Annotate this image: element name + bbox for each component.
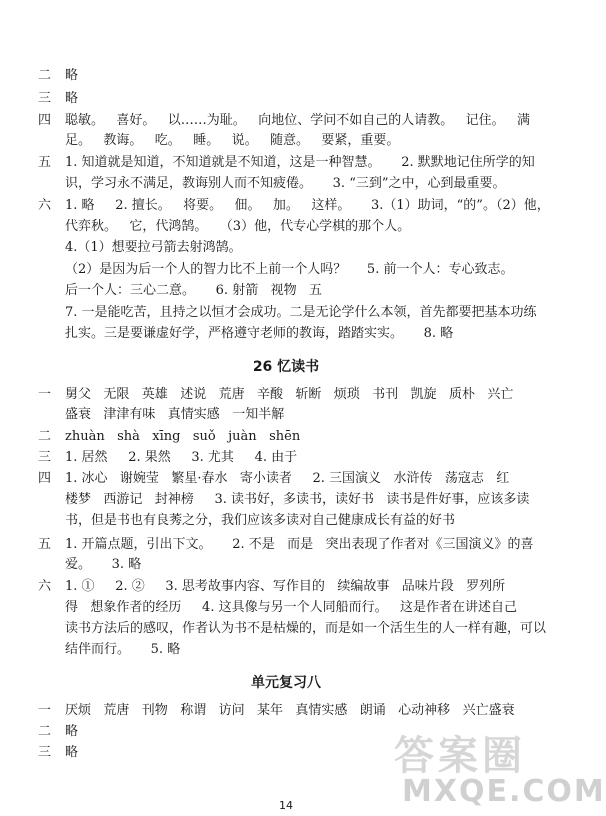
answer-text: 1. 冰心 谢婉莹 繁星·春水 寄小读者 2. 三国演义 水浒传 荡寇志 红 [65,471,510,486]
answer-text: 足。 教诲。 吃。 睡。 说。 随意。 要紧，重要。 [65,133,400,148]
watermark-logo: 答案圈 [394,733,526,779]
item-number: 四 [38,471,52,486]
page-number: 14 [279,799,293,812]
item-number: 一 [38,703,52,718]
answer-text: 聪敏。 喜好。 以……为耻。 向地位、学问不如自己的人请教。 记住。 满 [65,113,530,128]
answer-text: 厌烦 荒唐 刊物 称谓 访问 某年 真情实感 朗诵 心动神移 兴亡盛衰 [65,703,515,718]
item-number: 二 [38,68,52,83]
answer-text: 1. 居然 2. 果然 3. 尤其 4. 由于 [65,450,298,465]
answer-text: 7. 一是能吃苦，且持之以恒才会成功。二是无论学什么本领，首先都要把基本功练 [65,305,537,320]
answer-text: 扎实。三是要谦虚好学，严格遵守老师的教诲，踏踏实实。 8. 略 [65,326,454,341]
answer-text: 得 想象作者的经历 4. 这具像与另一个人同船而行。 这是作者在讲述自己 [65,600,517,615]
item-number: 五 [38,537,52,552]
answer-text: 盛衰 津津有味 真情实感 一知半解 [65,407,285,422]
answer-text: 读书方法后的感叹，作者认为书不是枯燥的，而是如一个活生生的人一样有趣，可以 [65,621,547,636]
answer-text: 1. 开篇点题，引出下文。 2. 不是 而是 突出表现了作者对《三国演义》的喜 [65,537,534,552]
answer-text: 略 [65,91,79,106]
item-number: 三 [38,450,52,465]
answer-text: 略 [65,724,79,739]
answer-text: 楼梦 西游记 封神榜 3. 读书好，多读书，读好书 读书是件好事，应该多读 [65,492,530,507]
answer-text: 识，学习永不满足，教诲别人而不知疲倦。 3. “三到”之中，心到最重要。 [65,176,506,191]
section-heading: 单元复习八 [251,675,321,691]
answer-text: 书，但是书也有良莠之分，我们应该多读对自己健康成长有益的好书 [65,513,456,528]
answer-text: 1. 知道就是知道，不知道就是不知道，这是一种智慧。 2. 默默地记住所学的知 [65,155,535,170]
section-heading: 26 忆读书 [252,359,320,375]
answer-text: （2）是因为后一个人的智力比不上前一个人吗？ 5. 前一个人：专心致志。 [65,262,514,277]
answer-text: 略 [65,68,79,83]
answer-text: 略 [65,745,79,760]
item-number: 三 [38,745,52,760]
item-number: 六 [38,198,52,213]
answer-text: 结伴而行。 5. 略 [65,642,181,657]
answer-text: 1. 略 2. 擅长。 将要。 佃。 加。 这样。 3.（1）助词，“的”。（2）他， [65,198,550,213]
answer-text: 后一个人：三心二意。 6. 射箭 视物 五 [65,283,322,298]
answer-text: 1. ① 2. ② 3. 思考故事内容、写作目的 续编故事 品味片段 罗列所 [65,579,506,594]
item-number: 二 [38,429,52,444]
item-number: 二 [38,724,52,739]
item-number: 五 [38,155,52,170]
answer-text: zhuàn shà xīng suǒ juàn shēn [65,429,301,444]
item-number: 四 [38,113,52,128]
watermark-url: MXQE.COM [402,774,606,809]
item-number: 六 [38,579,52,594]
item-number: 一 [38,387,52,402]
answer-text: 代弈秋。 它，代鸿鹄。 （3）他，代专心学棋的那个人。 [65,219,411,234]
answer-text: 爱。 3. 略 [65,557,142,572]
answer-text: 4.（1）想要拉弓箭去射鸿鹄。 [65,240,242,255]
answer-text: 舅父 无限 英雄 述说 荒唐 辛酸 斩断 烦琐 书刊 凯旋 质朴 兴亡 [65,387,514,402]
item-number: 三 [38,91,52,106]
watermark [394,724,606,810]
